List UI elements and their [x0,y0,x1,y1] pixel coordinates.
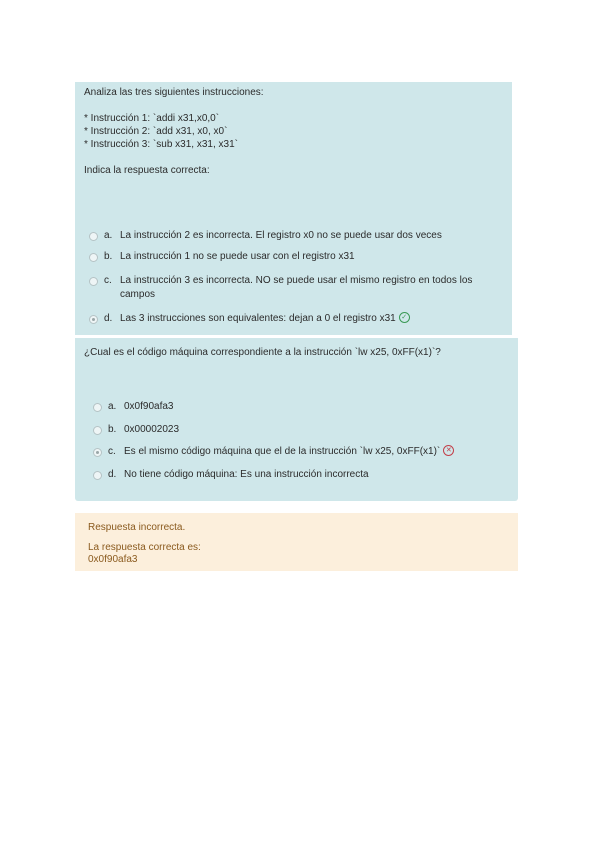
question-2-panel [75,338,518,501]
option-letter: b. [108,424,117,435]
option-text: La instrucción 2 es incorrecta. El registro x0 no se puede usar dos veces [120,230,442,241]
option-letter: b. [104,251,113,262]
radio-button[interactable] [93,471,102,480]
radio-button-selected[interactable] [89,315,98,324]
q1-option-b[interactable] [89,250,355,264]
check-circle-icon: ✓ [399,312,410,323]
question-1-prompt: Indica la respuesta correcta: [84,165,210,176]
option-letter: a. [108,401,117,412]
q2-option-a[interactable] [93,400,174,414]
correct-answer-value: 0x0f90afa3 [88,554,138,565]
instruction-1: * Instrucción 1: `addi x31,x0,0` [84,113,220,124]
option-text: La instrucción 1 no se puede usar con el registro x31 [120,251,355,262]
option-text: No tiene código máquina: Es una instrucción incorrecta [124,469,369,480]
option-text: Las 3 instrucciones son equivalentes: dejan a 0 el registro x31 [120,313,396,324]
option-text: 0x00002023 [124,424,180,435]
q2-option-d[interactable] [93,468,369,482]
correct-answer-label: La respuesta correcta es: [88,542,201,553]
feedback-status: Respuesta incorrecta. [88,522,186,533]
radio-button[interactable] [89,277,98,286]
radio-button[interactable] [89,253,98,262]
radio-button-selected[interactable] [93,448,102,457]
x-circle-icon: ✕ [443,445,454,456]
feedback-panel [75,513,518,571]
q2-option-c[interactable] [93,445,454,459]
option-text: Es el mismo código máquina que el de la instrucción `lw x25, 0xFF(x1)` [124,446,441,457]
instruction-2: * Instrucción 2: `add x31, x0, x0` [84,126,228,137]
q1-option-d[interactable] [89,312,410,326]
option-text: La instrucción 3 es incorrecta. NO se puede usar el mismo registro en todos los campos [120,275,473,300]
q1-option-a[interactable] [89,229,442,243]
q1-option-c[interactable] [89,274,499,302]
option-letter: c. [104,275,112,286]
q2-option-b[interactable] [93,423,179,437]
option-letter: d. [104,313,113,324]
question-2-text: ¿Cual es el código máquina correspondiente a la instrucción `lw x25, 0xFF(x1)`? [84,347,441,358]
radio-button[interactable] [93,426,102,435]
radio-button[interactable] [89,232,98,241]
option-text: 0x0f90afa3 [124,401,174,412]
question-1-intro: Analiza las tres siguientes instrucciones: [84,87,264,98]
instruction-3: * Instrucción 3: `sub x31, x31, x31` [84,139,238,150]
option-letter: c. [108,446,116,457]
option-letter: a. [104,230,113,241]
question-1-panel [75,82,512,335]
radio-button[interactable] [93,403,102,412]
option-letter: d. [108,469,117,480]
